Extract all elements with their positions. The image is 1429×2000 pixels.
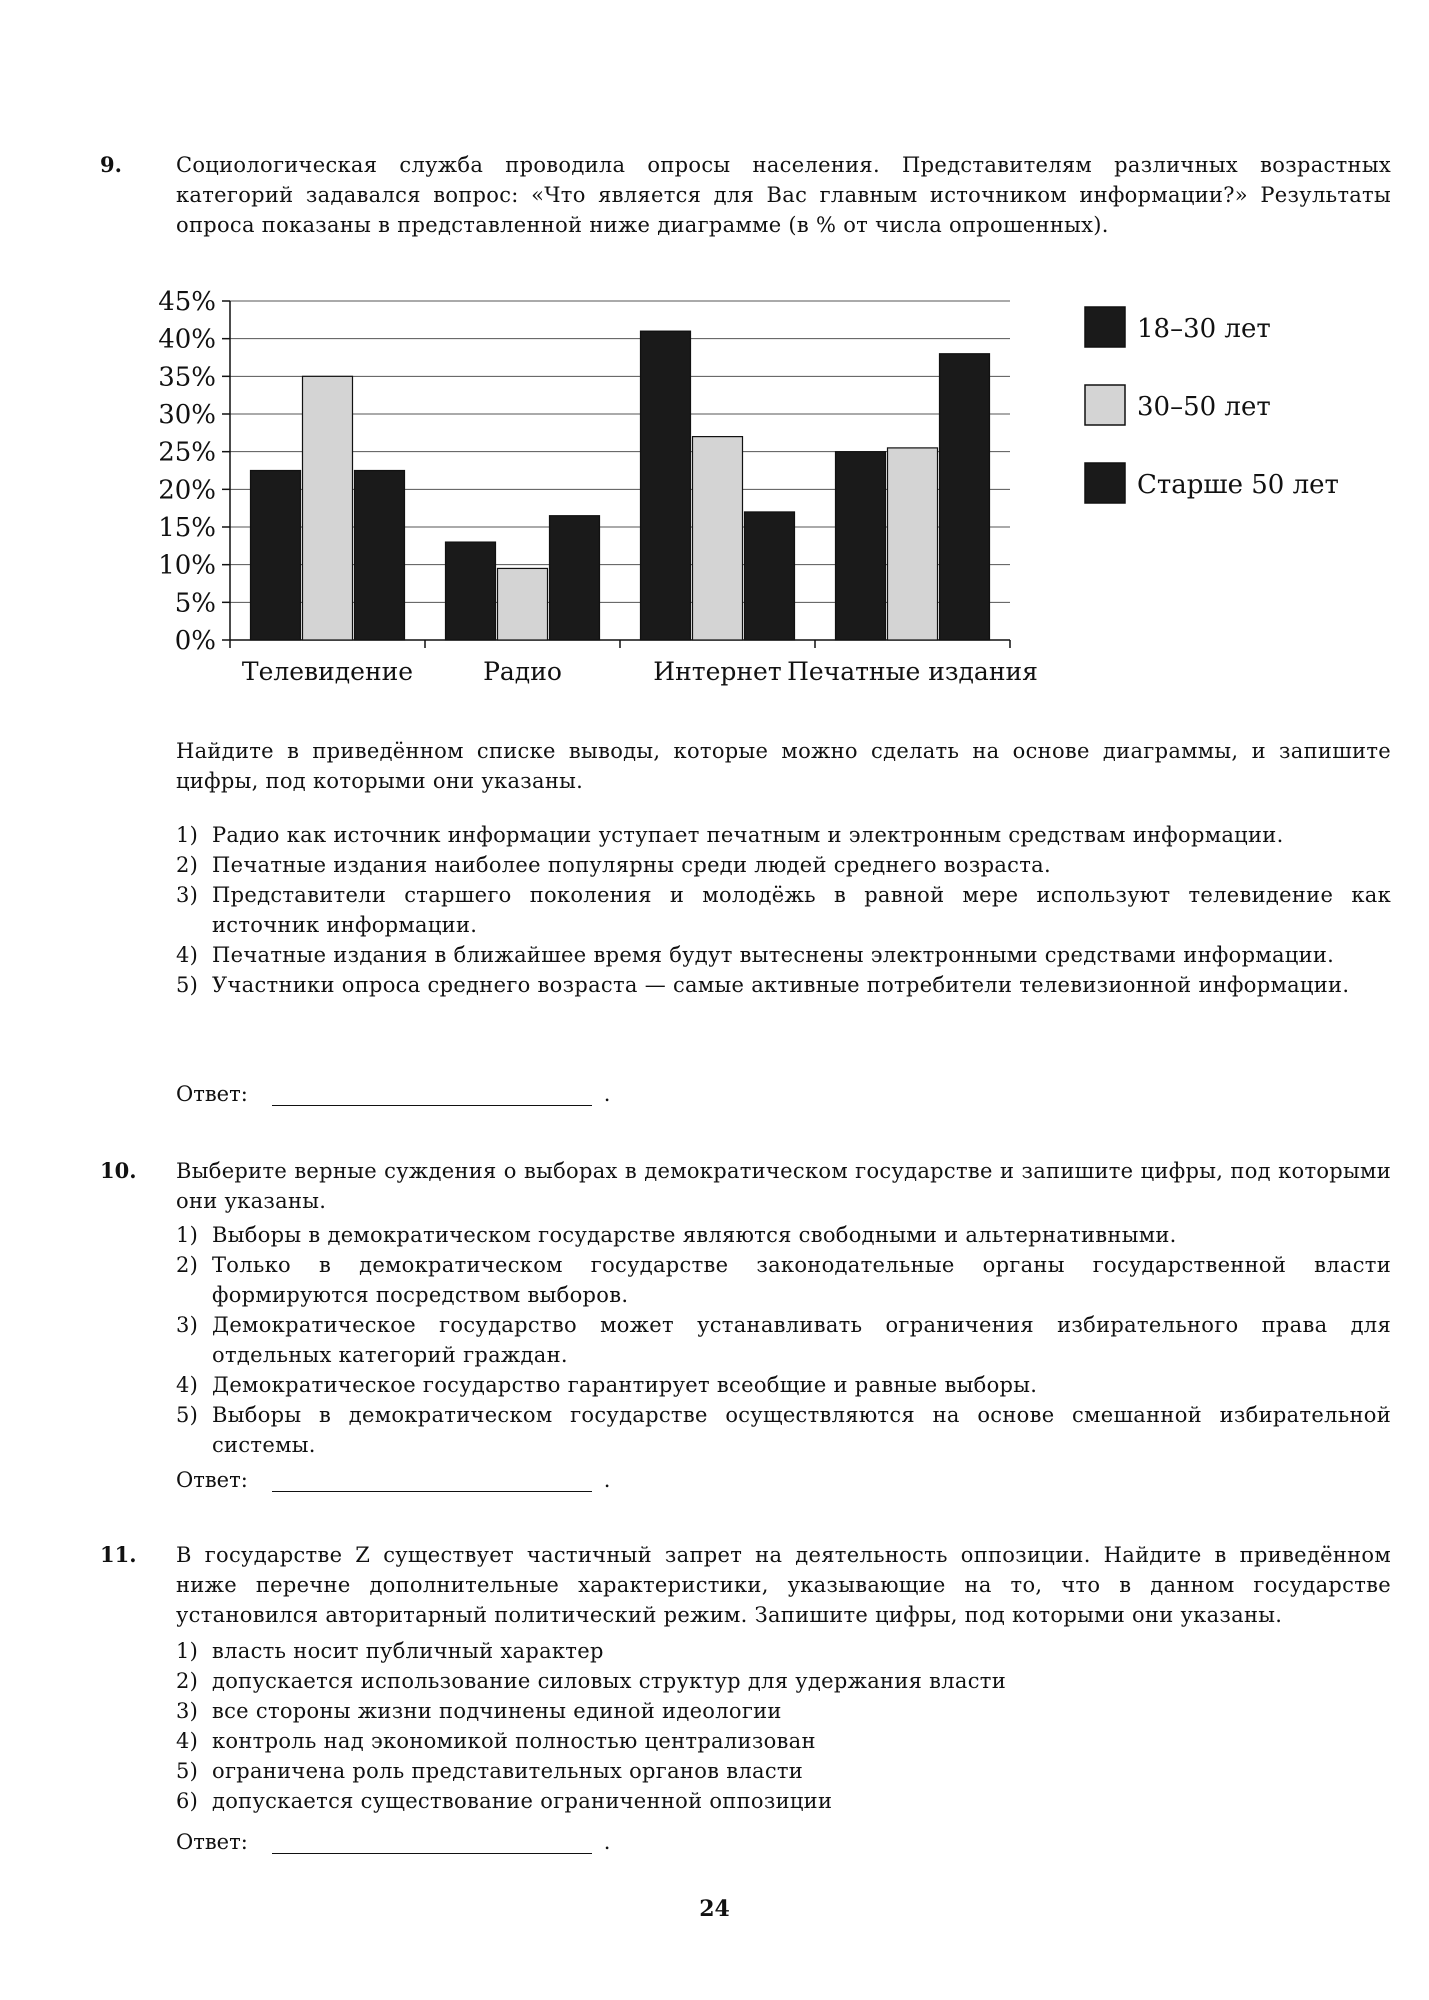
task-10-option-4: 4) Демократическое государство гарантирует всеобщие и равные выборы.	[176, 1373, 1038, 1397]
bar	[355, 471, 405, 641]
bar	[693, 437, 743, 640]
task-10-options	[176, 1220, 1391, 1460]
y-tick-label: 10%	[158, 550, 216, 581]
bar	[303, 376, 353, 640]
answer-label: Ответ:	[176, 1468, 248, 1492]
y-tick-label: 5%	[174, 588, 216, 619]
x-tick-label: Интернет	[653, 657, 782, 686]
y-tick-label: 40%	[158, 324, 216, 355]
bar	[251, 471, 301, 641]
bar	[550, 516, 600, 640]
task-11-option-6: 6) допускается существование ограниченной оппозиции	[176, 1789, 833, 1813]
task-11-options	[176, 1636, 1391, 1816]
task-11-option-2: 2) допускается использование силовых структур для удержания власти	[176, 1669, 1007, 1693]
task-9-option-4: 4) Печатные издания в ближайшее время будут вытеснены электронными средствами информации.	[176, 943, 1335, 967]
bar-chart	[140, 285, 1400, 695]
y-tick-label: 35%	[158, 362, 216, 393]
y-tick-label: 15%	[158, 513, 216, 543]
x-tick-label: Радио	[483, 657, 562, 686]
answer-label: Ответ:	[176, 1830, 248, 1854]
task-10-number: 10.	[100, 1158, 137, 1183]
task-9-option-3: 3) Представители старшего поколения и молодёжь в равной мере используют телевидение как источник информации.	[176, 883, 1391, 937]
bar	[446, 542, 496, 640]
task-11-option-5: 5) ограничена роль представительных органов власти	[176, 1759, 804, 1783]
task-10-option-2: 2) Только в демократическом государстве законодательные органы государственной власти формируются посредством выборов.	[176, 1253, 1391, 1307]
task-10-option-5: 5) Выборы в демократическом государстве осуществляются на основе смешанной избирательной системы.	[176, 1403, 1391, 1457]
task-10-answer-field[interactable]	[272, 1469, 592, 1492]
task-9-answer-field[interactable]	[272, 1083, 592, 1106]
task-11-option-3: 3) все стороны жизни подчинены единой идеологии	[176, 1699, 782, 1723]
task-11-answer: Ответ: .	[176, 1830, 611, 1854]
page-number: 24	[699, 1896, 730, 1922]
task-11-answer-field[interactable]	[272, 1831, 592, 1854]
task-11-option-4: 4) контроль над экономикой полностью централизован	[176, 1729, 816, 1753]
legend-label: 30–50 лет	[1137, 392, 1271, 422]
chart-legend	[1085, 307, 1339, 503]
legend-label: Старше 50 лет	[1137, 470, 1339, 500]
y-tick-label: 45%	[158, 287, 216, 317]
y-tick-label: 25%	[158, 437, 216, 468]
task-11-option-1: 1) власть носит публичный характер	[176, 1639, 604, 1663]
bar	[836, 452, 886, 640]
chart-bars	[251, 331, 990, 640]
task-10-option-3: 3) Демократическое государство может устанавливать ограничения избирательного права для отдельных категорий граждан.	[176, 1313, 1391, 1367]
task-9-option-5: 5) Участники опроса среднего возраста — самые активные потребители телевизионной информации.	[176, 973, 1350, 997]
task-10-option-1: 1) Выборы в демократическом государстве являются свободными и альтернативными.	[176, 1223, 1177, 1247]
task-9-option-2: 2) Печатные издания наиболее популярны среди людей среднего возраста.	[176, 853, 1051, 877]
task-10-text: Выберите верные суждения о выборах в демократическом государстве и запишите цифры, под которыми они указаны.	[176, 1159, 1391, 1213]
task-9-number: 9.	[100, 152, 122, 177]
x-tick-label: Телевидение	[241, 657, 414, 686]
task-9-options	[176, 820, 1391, 1000]
legend-swatch	[1085, 463, 1125, 503]
legend-swatch	[1085, 385, 1125, 425]
bar	[498, 568, 548, 640]
bar	[888, 448, 938, 640]
answer-label: Ответ:	[176, 1082, 248, 1106]
bar	[940, 354, 990, 640]
x-tick-label: Печатные издания	[787, 657, 1038, 686]
task-11-text: В государстве Z существует частичный запрет на деятельность оппозиции. Найдите в приведённом ниже перечне дополнительные характеристики, указывающие на то, что в данном государстве установился авторитарный политический режим. Запишите цифры, под которыми они указаны.	[176, 1543, 1391, 1627]
y-tick-label: 0%	[174, 626, 216, 656]
legend-label: 18–30 лет	[1137, 314, 1271, 344]
task-10-answer: Ответ: .	[176, 1468, 611, 1492]
legend-swatch	[1085, 307, 1125, 347]
task-11-number: 11.	[100, 1542, 137, 1567]
task-9-instruction: Найдите в приведённом списке выводы, которые можно сделать на основе диаграммы, и запишите цифры, под которыми они указаны.	[176, 739, 1391, 793]
task-9-option-1: 1) Радио как источник информации уступает печатным и электронным средствам информации.	[176, 823, 1284, 847]
task-9-answer: Ответ: .	[176, 1082, 611, 1106]
chart-x-labels	[242, 657, 1038, 686]
bar	[745, 512, 795, 640]
y-tick-label: 20%	[158, 475, 216, 506]
task-9-text: Социологическая служба проводила опросы населения. Представителям различных возрастных категорий задавался вопрос: «Что является для Вас главным источником информации?» Результаты опроса показаны в представленной ниже диаграмме (в % от числа опрошенных).	[176, 153, 1391, 237]
bar	[641, 331, 691, 640]
y-tick-label: 30%	[158, 400, 216, 430]
